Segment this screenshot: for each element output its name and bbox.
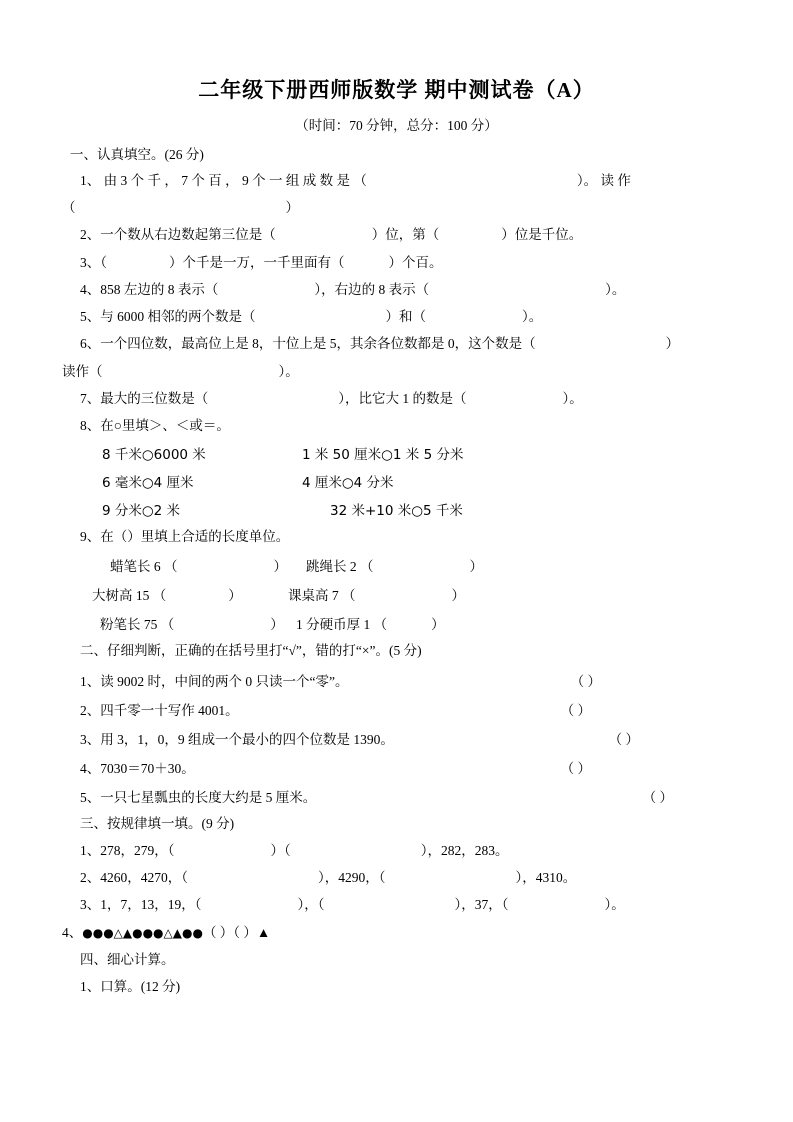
question-1-5 — [62, 308, 731, 326]
q4-text-a: 4、858 左边的 8 表示（ — [80, 281, 219, 297]
unit-right-text: 课桌高 7 （ — [288, 588, 356, 604]
q7-text-c: ）。 — [562, 390, 583, 406]
unit-left-text: 蜡笔长 6 （ — [110, 559, 178, 575]
pattern-shapes: ●●●△▲●●●△▲●● — [82, 925, 203, 940]
unit-left-text: 粉笔长 75 （ — [100, 617, 175, 633]
s3q4-text-b: （ ）（ ）▲ — [202, 924, 271, 940]
tf-item — [62, 699, 731, 719]
tf-bracket: （ ） — [560, 760, 591, 776]
section-4-heading: 四、细心计算。 — [80, 951, 175, 967]
question-1-3 — [62, 254, 731, 272]
unit-left — [110, 555, 306, 575]
question-1-6 — [62, 335, 731, 353]
s3q3-text-c: ），37，（ — [454, 897, 509, 913]
q2-text-a: 2、一个数从右边数起第三位是（ — [80, 227, 276, 243]
question-3-2 — [62, 869, 731, 887]
question-1-2 — [62, 226, 731, 244]
q1-text-d: ） — [285, 200, 299, 216]
tf-item — [62, 757, 731, 777]
compare-row — [62, 471, 731, 491]
s3q3-text-b: ），（ — [297, 897, 325, 913]
unit-row — [62, 613, 731, 633]
q7-text-a: 7、最大的三位数是（ — [80, 390, 209, 406]
tf-text: 3、用 3，1，0，9 组成一个最小的四个位数是 1390。 — [80, 731, 394, 747]
page-subtitle: （时间：70 分钟，总分：100 分） — [295, 118, 498, 133]
q1-text-b: ）。 读 作 — [576, 173, 631, 188]
question-3-4 — [62, 924, 731, 942]
tf-item — [62, 670, 731, 690]
unit-right — [306, 555, 606, 575]
question-1-6-cont — [62, 363, 731, 381]
q5-text-a: 5、与 6000 相邻的两个数是（ — [80, 309, 256, 325]
compare-row — [62, 499, 731, 519]
q5-text-b: ）和（ — [385, 309, 426, 325]
compare-left: 9 分米○2 米 — [102, 503, 181, 520]
unit-right-end: ） — [469, 559, 483, 575]
section-2-heading: 二、仔细判断，正确的在括号里打“√”，错的打“×”。(5 分) — [80, 643, 422, 659]
question-1-9: 9、在（）里填上合适的长度单位。 — [80, 529, 290, 545]
q4-text-c: ）。 — [605, 281, 626, 297]
question-1-1 — [62, 172, 731, 190]
compare-right: 32 米+10 米○5 千米 — [330, 503, 463, 520]
q5-text-c: ）。 — [522, 309, 543, 325]
page-title: 二年级下册西师版数学 期中测试卷（A） — [198, 78, 595, 102]
question-1-8: 8、在○里填＞、＜或＝。 — [80, 417, 230, 433]
question-3-3 — [62, 896, 731, 914]
q3-text-a: 3、（ — [80, 254, 107, 270]
tf-text: 2、四千零一十写作 4001。 — [80, 702, 239, 718]
q6-text-c: 读作（ — [62, 363, 103, 379]
unit-left-end: ） — [273, 559, 287, 575]
question-1-4 — [62, 281, 731, 299]
tf-text: 1、读 9002 时，中间的两个 0 只读一个“零”。 — [80, 673, 349, 689]
unit-right-end: ） — [451, 588, 465, 604]
section-3-heading: 三、按规律填一填。(9 分) — [80, 815, 235, 831]
unit-right — [296, 613, 596, 633]
s3q1-text-a: 1、278，279，（ — [80, 842, 175, 858]
compare-left: 8 千米○6000 米 — [102, 447, 206, 464]
unit-left — [100, 613, 296, 633]
question-1-7 — [62, 390, 731, 408]
question-3-1 — [62, 842, 731, 860]
unit-right-text: 1 分硬币厚 1 （ — [296, 617, 388, 633]
unit-left-end: ） — [270, 617, 284, 633]
tf-bracket: （ ） — [560, 702, 591, 718]
q4-text-b: ），右边的 8 表示（ — [314, 281, 430, 297]
s3q4-text-a: 4、 — [62, 924, 83, 940]
tf-bracket: （ ） — [642, 789, 673, 805]
section-1-heading: 一、认真填空。(26 分) — [70, 147, 204, 162]
unit-right — [288, 584, 588, 604]
q7-text-b: ），比它大 1 的数是（ — [338, 390, 467, 406]
tf-item — [62, 786, 731, 806]
q6-text-d: ）。 — [278, 363, 299, 379]
q6-text-a: 6、一个四位数，最高位上是 8，十位上是 5，其余各位数都是 0，这个数是（ — [80, 336, 536, 352]
unit-right-end: ） — [431, 617, 445, 633]
question-1-1-cont — [62, 199, 731, 217]
q6-text-b: ） — [665, 336, 680, 352]
s3q2-text-c: ），4310。 — [515, 870, 577, 886]
unit-left-end: ） — [228, 588, 242, 604]
q3-text-b: ）个千是一万，一千里面有（ — [169, 254, 345, 270]
q3-text-c: ）个百。 — [388, 254, 443, 270]
compare-left: 6 毫米○4 厘米 — [102, 475, 194, 492]
unit-left — [92, 584, 288, 604]
unit-right-text: 跳绳长 2 （ — [306, 559, 374, 575]
s3q1-text-c: ），282，283。 — [420, 842, 509, 858]
unit-row — [62, 555, 731, 575]
q1-text-a: 1、 由 3 个 千 ， 7 个 百 ， 9 个 一 组 成 数 是 （ — [80, 173, 367, 188]
tf-bracket: （ ） — [608, 731, 639, 747]
s3q2-text-b: ），4290，（ — [318, 870, 386, 886]
compare-right: 4 厘米○4 分米 — [302, 475, 394, 492]
tf-text: 4、7030＝70＋30。 — [80, 760, 195, 776]
s3q1-text-b: ）（ — [270, 842, 291, 858]
tf-bracket: （ ） — [570, 673, 601, 689]
unit-left-text: 大树高 15 （ — [92, 588, 167, 604]
question-4-1: 1、口算。(12 分) — [80, 978, 181, 994]
tf-text: 5、一只七星瓢虫的长度大约是 5 厘米。 — [80, 789, 317, 805]
s3q3-text-d: ）。 — [604, 897, 625, 913]
q2-text-b: ）位，第（ — [371, 227, 440, 243]
q1-text-c: （ — [62, 200, 76, 216]
tf-item — [62, 728, 731, 748]
s3q3-text-a: 3、1，7，13，19，（ — [80, 897, 202, 913]
q2-text-c: ）位是千位。 — [501, 227, 583, 243]
compare-right: 1 米 50 厘米○1 米 5 分米 — [302, 447, 464, 464]
compare-row — [62, 443, 731, 463]
unit-row — [62, 584, 731, 604]
s3q2-text-a: 2、4260，4270，（ — [80, 870, 188, 886]
